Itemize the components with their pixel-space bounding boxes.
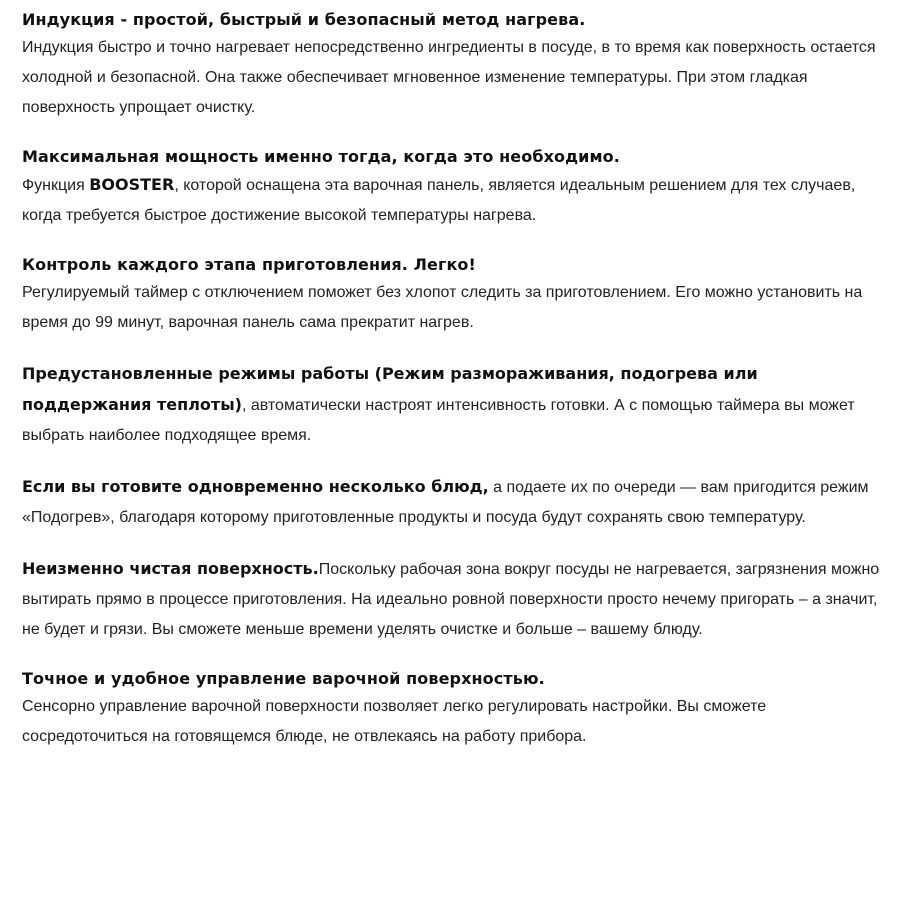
section-text-after: , которой оснащена эта варочная панель, является идеальным решением для тех случаев, когда требуется быстрое достижение высокой температуры нагрева. bbox=[22, 177, 856, 224]
section-clean-surface bbox=[22, 554, 887, 645]
section-text: Поскольку рабочая зона вокруг посуды не нагревается, загрязнения можно вытирать прямо в процессе приготовления. На идеально ровной поверхности просто нечему пригорать – а значит, не будет и грязи. Вы сможете меньше времени уделять очистке и больше – вашему блюду. bbox=[22, 561, 880, 638]
section-touch-control bbox=[22, 666, 887, 752]
section-text: Регулируемый таймер с отключением поможет без хлопот следить за приготовлением. Его можно установить на время до 99 минут, варочная панель сама прекратит нагрев. bbox=[22, 284, 863, 331]
section-lead: Неизменно чистая поверхность. bbox=[22, 559, 319, 578]
section-timer bbox=[22, 252, 887, 338]
section-heading: Контроль каждого этапа приготовления. Легко! bbox=[22, 255, 476, 274]
section-text bbox=[22, 170, 887, 231]
section-booster bbox=[22, 144, 887, 231]
section-heading: Максимальная мощность именно тогда, когда это необходимо. bbox=[22, 147, 620, 166]
section-heading: Точное и удобное управление варочной поверхностью. bbox=[22, 669, 545, 688]
section-warming bbox=[22, 472, 887, 533]
section-text: а подаете их по очереди — вам пригодится режим «Подогрев», благодаря которому приготовленные продукты и посуда будут сохранять свою температуру. bbox=[22, 479, 869, 526]
section-induction bbox=[22, 7, 887, 123]
section-paragraph bbox=[22, 472, 887, 533]
section-modes bbox=[22, 359, 887, 451]
section-text-before: Функция bbox=[22, 177, 90, 194]
section-text: , автоматически настроят интенсивность готовки. А с помощью таймера вы может выбрать наиболее подходящее время. bbox=[22, 397, 855, 444]
section-paragraph bbox=[22, 554, 887, 645]
section-lead: Предустановленные режимы работы (Режим размораживания, подогрева или поддержания теплоты) bbox=[22, 364, 758, 414]
section-text: Индукция быстро и точно нагревает непосредственно ингредиенты в посуде, в то время как поверхность остается холодной и безопасной. Она также обеспечивает мгновенное изменение температуры. При этом гладкая поверхность упрощает очистку. bbox=[22, 39, 876, 116]
section-paragraph bbox=[22, 359, 887, 451]
booster-keyword: BOOSTER bbox=[89, 175, 175, 194]
section-lead: Если вы готовите одновременно несколько блюд, bbox=[22, 477, 489, 496]
section-heading: Индукция - простой, быстрый и безопасный метод нагрева. bbox=[22, 10, 586, 29]
section-text: Сенсорно управление варочной поверхности позволяет легко регулировать настройки. Вы сможете сосредоточиться на готовящемся блюде, не отвлекаясь на работу прибора. bbox=[22, 698, 767, 745]
